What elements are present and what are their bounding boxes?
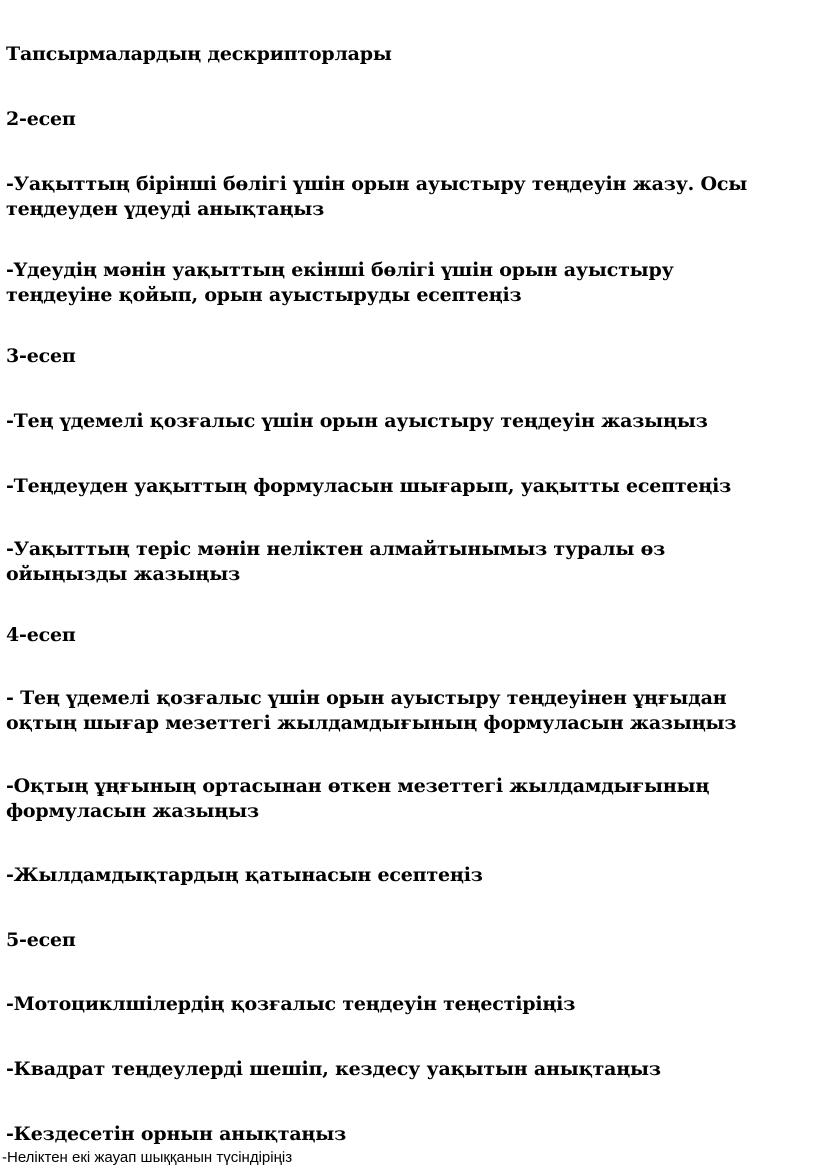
document-title: Тапсырмалардың дескрипторлары [6, 43, 392, 65]
descriptor-line: -Кездесетін орнын анықтаңыз [6, 1123, 347, 1145]
descriptor-line: -Үдеудің мәнін уақыттың екінші бөлігі үшін орын ауыстыру [6, 259, 674, 281]
descriptor-line: -Теңдеуден уақыттың формуласын шығарып, уақытты есептеңіз [6, 475, 732, 497]
descriptor-line: -Мотоциклшілердің қозғалыс теңдеуін теңестіріңіз [6, 993, 576, 1015]
descriptor-line: -Квадрат теңдеулерді шешіп, кездесу уақытын анықтаңыз [6, 1058, 661, 1080]
section-heading-task-5: 5-есеп [6, 929, 76, 951]
descriptor-line: -Жылдамдықтардың қатынасын есептеңіз [6, 864, 483, 886]
descriptor-line: ойыңызды жазыңыз [6, 563, 241, 585]
footer-note: -Неліктен екі жауап шыққанын түсіндіріңіз [2, 1149, 293, 1166]
section-heading-task-2: 2-есеп [6, 108, 76, 130]
descriptor-line: формуласын жазыңыз [6, 800, 259, 822]
descriptor-line: -Оқтың ұңғының ортасынан өткен мезеттегі жылдамдығының [6, 775, 710, 797]
descriptor-line: - Тең үдемелі қозғалыс үшін орын ауыстыру теңдеуінен ұңғыдан [6, 687, 727, 709]
descriptor-line: теңдеуден үдеуді анықтаңыз [6, 198, 325, 220]
descriptor-line: -Уақыттың теріс мәнін неліктен алмайтынымыз туралы өз [6, 538, 666, 560]
section-heading-task-4: 4-есеп [6, 624, 76, 646]
descriptor-line: -Уақыттың бірінші бөлігі үшін орын ауыстыру теңдеуін жазу. Осы [6, 173, 748, 195]
descriptor-line: теңдеуіне қойып, орын ауыстыруды есептеңіз [6, 284, 522, 306]
descriptor-line: оқтың шығар мезеттегі жылдамдығының формуласын жазыңыз [6, 712, 737, 734]
descriptor-line: -Тең үдемелі қозғалыс үшін орын ауыстыру теңдеуін жазыңыз [6, 410, 708, 432]
section-heading-task-3: 3-есеп [6, 345, 76, 367]
